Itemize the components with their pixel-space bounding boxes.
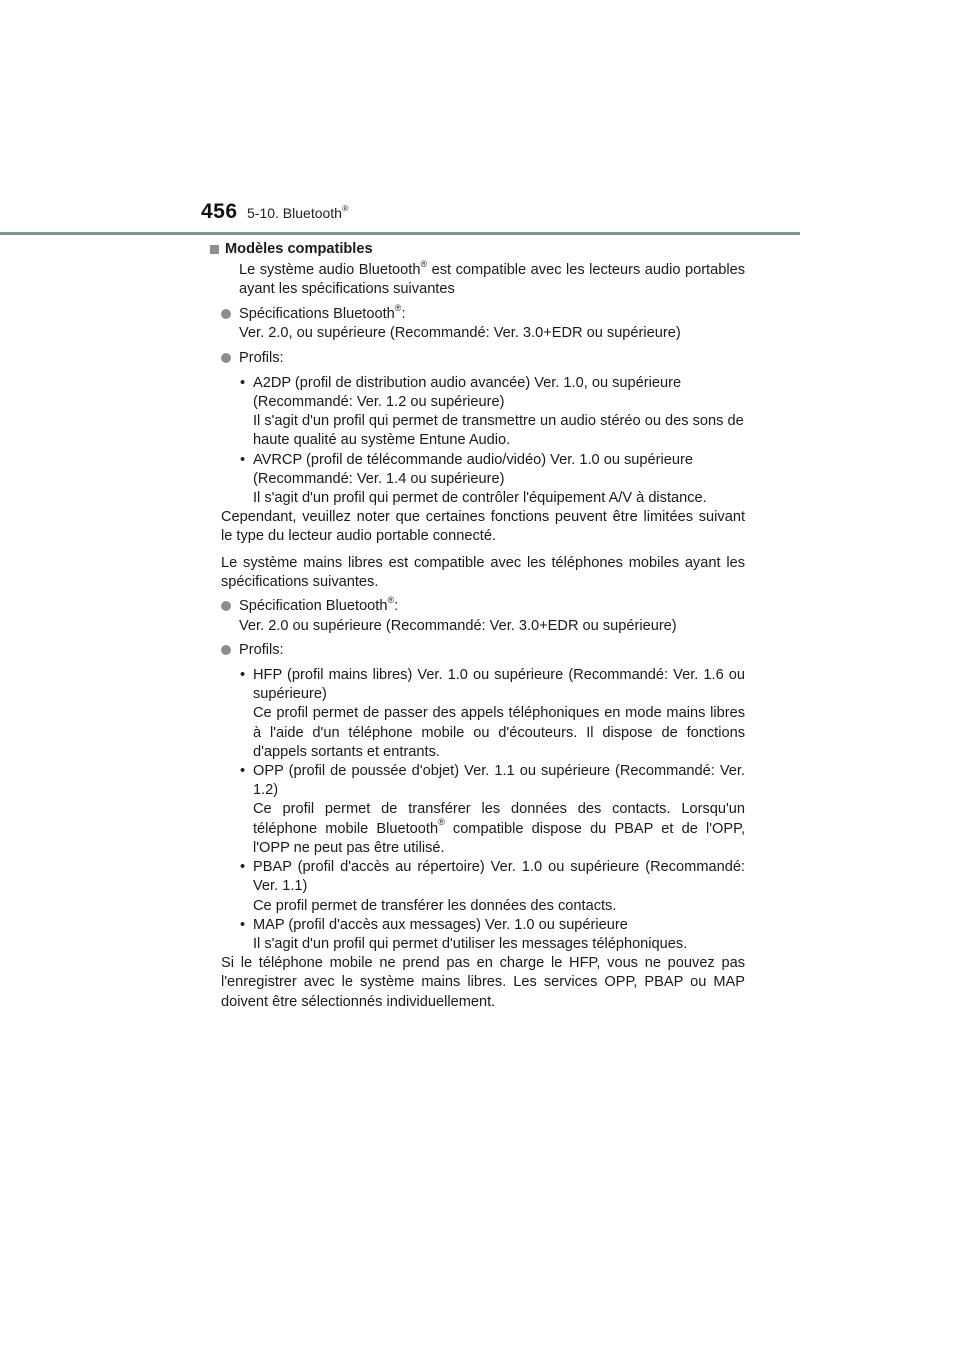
profile-map-description: Il s'agit d'un profil qui permet d'utiliser les messages téléphoniques. bbox=[253, 935, 688, 952]
dot-bullet-icon: • bbox=[240, 763, 246, 780]
section-heading bbox=[221, 240, 745, 259]
phone-spec-label: Spécification Bluetooth bbox=[239, 598, 388, 615]
audio-spec-value: Ver. 2.0, ou supérieure (Recommandé: Ver. 3.0+EDR ou supérieure) bbox=[239, 325, 681, 342]
page-content bbox=[221, 240, 745, 1012]
profile-avrcp bbox=[221, 451, 745, 509]
square-bullet-icon bbox=[210, 245, 219, 254]
dot-bullet-icon: • bbox=[240, 667, 246, 684]
phone-spec-item bbox=[221, 597, 745, 635]
profile-opp bbox=[221, 762, 745, 858]
profile-a2dp bbox=[221, 374, 745, 451]
profile-avrcp-title: AVRCP (profil de télécommande audio/vidéo) Ver. 1.0 ou supérieure bbox=[253, 451, 693, 468]
profile-avrcp-recommended: (Recommandé: Ver. 1.4 ou supérieure) bbox=[253, 470, 505, 487]
phone-profiles-item bbox=[221, 641, 745, 660]
audio-intro-text-end: est compatible avec les lecteurs audio portables ayant les spécifications suivantes bbox=[239, 262, 746, 298]
profile-opp-description: Ce profil permet de transférer les données des contacts. Lorsqu'un téléphone mobile Bluetooth bbox=[253, 801, 745, 837]
page-number: 456 bbox=[201, 200, 238, 223]
registered-mark: ® bbox=[438, 817, 445, 828]
profile-opp-title: OPP (profil de poussée d'objet) Ver. 1.1 ou supérieure (Recommandé: Ver. 1.2) bbox=[253, 763, 745, 799]
registered-mark: ® bbox=[394, 302, 402, 313]
phone-intro: Le système mains libres est compatible avec les téléphones mobiles ayant les spécifications suivantes. bbox=[221, 554, 745, 590]
chapter-title bbox=[247, 205, 348, 221]
chapter-title-text: 5-10. Bluetooth bbox=[247, 205, 342, 221]
profile-hfp bbox=[221, 666, 745, 762]
phone-spec-value: Ver. 2.0 ou supérieure (Recommandé: Ver. 3.0+EDR ou supérieure) bbox=[239, 617, 677, 634]
section-heading-text: Modèles compatibles bbox=[225, 241, 373, 257]
phone-spec-colon: : bbox=[394, 598, 399, 615]
profile-a2dp-recommended: (Recommandé: Ver. 1.2 ou supérieure) bbox=[253, 393, 505, 410]
circle-bullet-icon bbox=[221, 353, 231, 363]
profile-a2dp-description: Il s'agit d'un profil qui permet de transmettre un audio stéréo ou des sons de haute qualité au système Entune Audio. bbox=[253, 413, 744, 449]
page-header bbox=[0, 0, 960, 240]
audio-intro-text: Le système audio Bluetooth bbox=[239, 262, 421, 279]
dot-bullet-icon: • bbox=[240, 916, 246, 933]
audio-profiles-item bbox=[221, 349, 745, 368]
audio-spec-item bbox=[221, 302, 745, 343]
profile-a2dp-title: A2DP (profil de distribution audio avancée) Ver. 1.0, ou supérieure bbox=[253, 374, 682, 391]
audio-spec-colon: : bbox=[401, 306, 406, 323]
profile-hfp-description: Ce profil permet de passer des appels téléphoniques en mode mains libres à l'aide d'un téléphone mobile ou d'écouteurs. Il dispose de fonctions d'appels sortants et entrants. bbox=[253, 705, 745, 760]
profile-map bbox=[221, 916, 745, 954]
dot-bullet-icon: • bbox=[240, 451, 246, 468]
profile-opp-description-end: compatible dispose du PBAP et de l'OPP, l'OPP ne peut pas être utilisé. bbox=[253, 820, 745, 856]
profile-pbap bbox=[221, 858, 745, 916]
profile-pbap-title: PBAP (profil d'accès au répertoire) Ver. 1.0 ou supérieure (Recommandé: Ver. 1.1) bbox=[253, 859, 745, 895]
closing-note: Si le téléphone mobile ne prend pas en charge le HFP, vous ne pouvez pas l'enregistrer avec le système mains libres. Les services OPP, PBAP ou MAP doivent être sélectionnés individuellement. bbox=[221, 955, 745, 1010]
profile-pbap-description: Ce profil permet de transférer les données des contacts. bbox=[253, 897, 617, 914]
registered-mark: ® bbox=[387, 595, 395, 606]
dot-bullet-icon: • bbox=[240, 374, 246, 391]
audio-note: Cependant, veuillez noter que certaines fonctions peuvent être limitées suivant le type du lecteur audio portable connecté. bbox=[221, 509, 745, 545]
audio-intro bbox=[221, 261, 745, 299]
circle-bullet-icon bbox=[221, 601, 231, 611]
header-rule bbox=[0, 232, 800, 235]
registered-mark: ® bbox=[341, 203, 349, 214]
profile-avrcp-description: Il s'agit d'un profil qui permet de contrôler l'équipement A/V à distance. bbox=[253, 489, 707, 506]
profile-map-title: MAP (profil d'accès aux messages) Ver. 1.0 ou supérieure bbox=[253, 916, 628, 933]
circle-bullet-icon bbox=[221, 309, 231, 319]
profile-hfp-title: HFP (profil mains libres) Ver. 1.0 ou supérieure (Recommandé: Ver. 1.6 ou supérieure) bbox=[253, 667, 745, 703]
audio-spec-label: Spécifications Bluetooth bbox=[239, 306, 395, 323]
dot-bullet-icon: • bbox=[240, 859, 246, 876]
registered-mark: ® bbox=[420, 259, 428, 269]
circle-bullet-icon bbox=[221, 645, 231, 655]
phone-profiles-label: Profils: bbox=[239, 642, 284, 659]
audio-profiles-label: Profils: bbox=[239, 350, 284, 367]
